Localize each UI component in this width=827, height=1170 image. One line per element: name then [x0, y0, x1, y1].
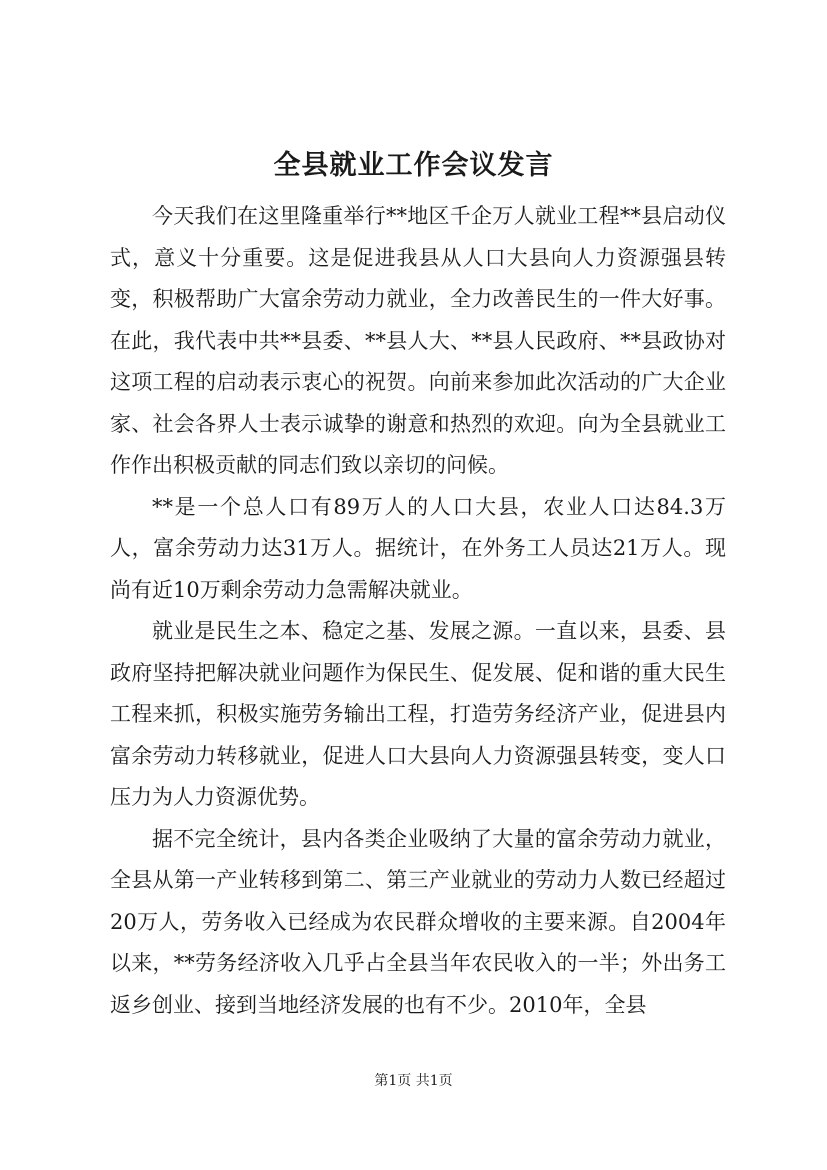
document-title: 全县就业工作会议发言 [273, 150, 554, 181]
paragraph-statistics: 据不完全统计，县内各类企业吸纳了大量的富余劳动力就业，全县从第一产业转移到第二、第三产业就业的劳动力人数已经超过20万人，劳务收入已经成为农民群众增收的主要来源。自2004年以来，**劳务经济收入几乎占全县当年农民收入的一半；外出务工返乡创业、接到当地经济发展的也有不少。2010年，全县 [110, 826, 726, 1017]
paragraph-opening: 今天我们在这里隆重举行**地区千企万人就业工程**县启动仪式，意义十分重要。这是促进我县从人口大县向人力资源强县转变，积极帮助广大富余劳动力就业，全力改善民生的一件大好事。在此，我代表中共**县委、**县人大、**县人民政府、**县政协对这项工程的启动表示衷心的祝贺。向前来参加此次活动的广大企业家、社会各界人士表示诚挚的谢意和热烈的欢迎。向为全县就业工作作出积极贡献的同志们致以亲切的问候。 [110, 204, 726, 477]
paragraph-population: **是一个总人口有89万人的人口大县，农业人口达84.3万人，富余劳动力达31万人。据统计，在外务工人员达21万人。现尚有近10万剩余劳动力急需解决就业。 [110, 494, 726, 602]
page-number-footer: 第1页 共1页 [374, 1073, 453, 1089]
paragraph-employment-policy: 就业是民生之本、稳定之基、发展之源。一直以来，县委、县政府坚持把解决就业问题作为保民生、促发展、促和谐的重大民生工程来抓，积极实施劳务输出工程，打造劳务经济产业，促进县内富余劳动力转移就业，促进人口大县向人力资源强县转变，变人口压力为人力资源优势。 [110, 619, 726, 809]
document-body [110, 196, 726, 1026]
